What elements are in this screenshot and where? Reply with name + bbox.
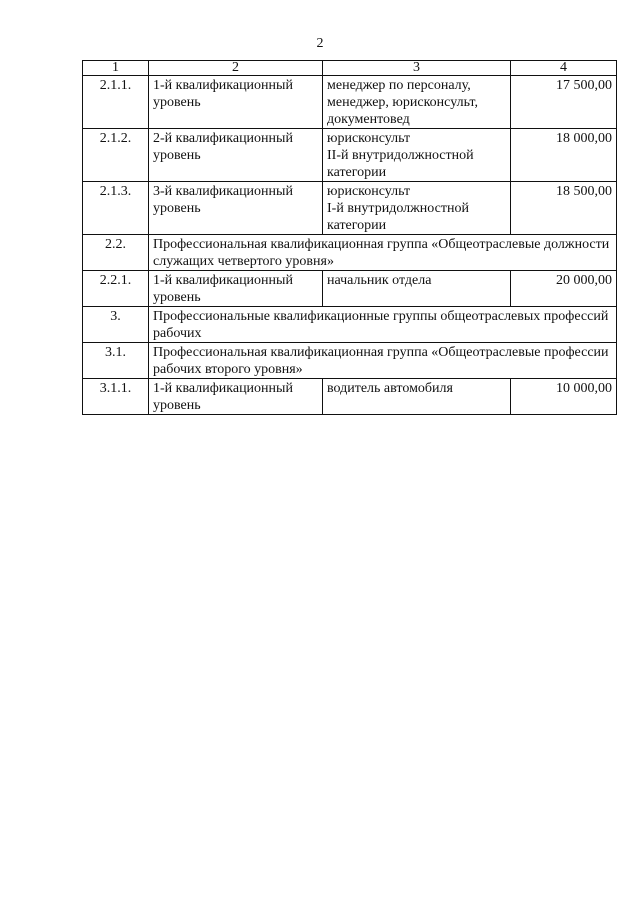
salary-amount: 20 000,00: [511, 271, 617, 307]
position: водитель автомобиля: [327, 381, 453, 396]
positions-cell: [323, 76, 511, 129]
qualification-level: 1-й квалификационный уровень: [149, 379, 323, 415]
qualification-level: 3-й квалификационный уровень: [149, 182, 323, 235]
row-number: 2.1.1.: [83, 76, 149, 129]
row-number: 2.2.1.: [83, 271, 149, 307]
row-number: 2.1.2.: [83, 129, 149, 182]
table-row: [83, 76, 617, 129]
table-row: [83, 182, 617, 235]
position: II-й внутридолжностной: [327, 148, 474, 163]
table-row: [83, 343, 617, 379]
salary-amount: 18 500,00: [511, 182, 617, 235]
page-number: 2: [316, 36, 324, 51]
salary-amount: 17 500,00: [511, 76, 617, 129]
positions-cell: [323, 129, 511, 182]
column-header: 2: [149, 61, 323, 76]
column-header: 3: [323, 61, 511, 76]
salary-table: [82, 60, 617, 415]
group-title: Профессиональная квалификационная группа «Общеотраслевые профессии рабочих второго уровня»: [149, 343, 617, 379]
group-title: Профессиональные квалификационные группы общеотраслевых профессий рабочих: [149, 307, 617, 343]
row-number: 3.1.1.: [83, 379, 149, 415]
position: документовед: [327, 112, 410, 127]
row-number: 3.1.: [83, 343, 149, 379]
column-header: 4: [511, 61, 617, 76]
column-header: 1: [83, 61, 149, 76]
position: категории: [327, 165, 387, 180]
position: юрисконсульт: [327, 131, 411, 146]
group-title: Профессиональная квалификационная группа «Общеотраслевые должности служащих четвертого уровня»: [149, 235, 617, 271]
table-row: [83, 129, 617, 182]
qualification-level: 2-й квалификационный уровень: [149, 129, 323, 182]
position: юрисконсульт: [327, 184, 411, 199]
table-row: [83, 307, 617, 343]
table-row: [83, 379, 617, 415]
positions-cell: [323, 182, 511, 235]
salary-amount: 10 000,00: [511, 379, 617, 415]
position: менеджер по персоналу,: [327, 78, 471, 93]
position: I-й внутридолжностной: [327, 201, 469, 216]
table-header-row: [83, 61, 617, 76]
positions-cell: [323, 379, 511, 415]
qualification-level: 1-й квалификационный уровень: [149, 271, 323, 307]
table-row: [83, 235, 617, 271]
position: категории: [327, 218, 387, 233]
position: начальник отдела: [327, 273, 432, 288]
row-number: 3.: [83, 307, 149, 343]
position: менеджер, юрисконсульт,: [327, 95, 478, 110]
row-number: 2.2.: [83, 235, 149, 271]
row-number: 2.1.3.: [83, 182, 149, 235]
positions-cell: [323, 271, 511, 307]
salary-amount: 18 000,00: [511, 129, 617, 182]
table-row: [83, 271, 617, 307]
qualification-level: 1-й квалификационный уровень: [149, 76, 323, 129]
